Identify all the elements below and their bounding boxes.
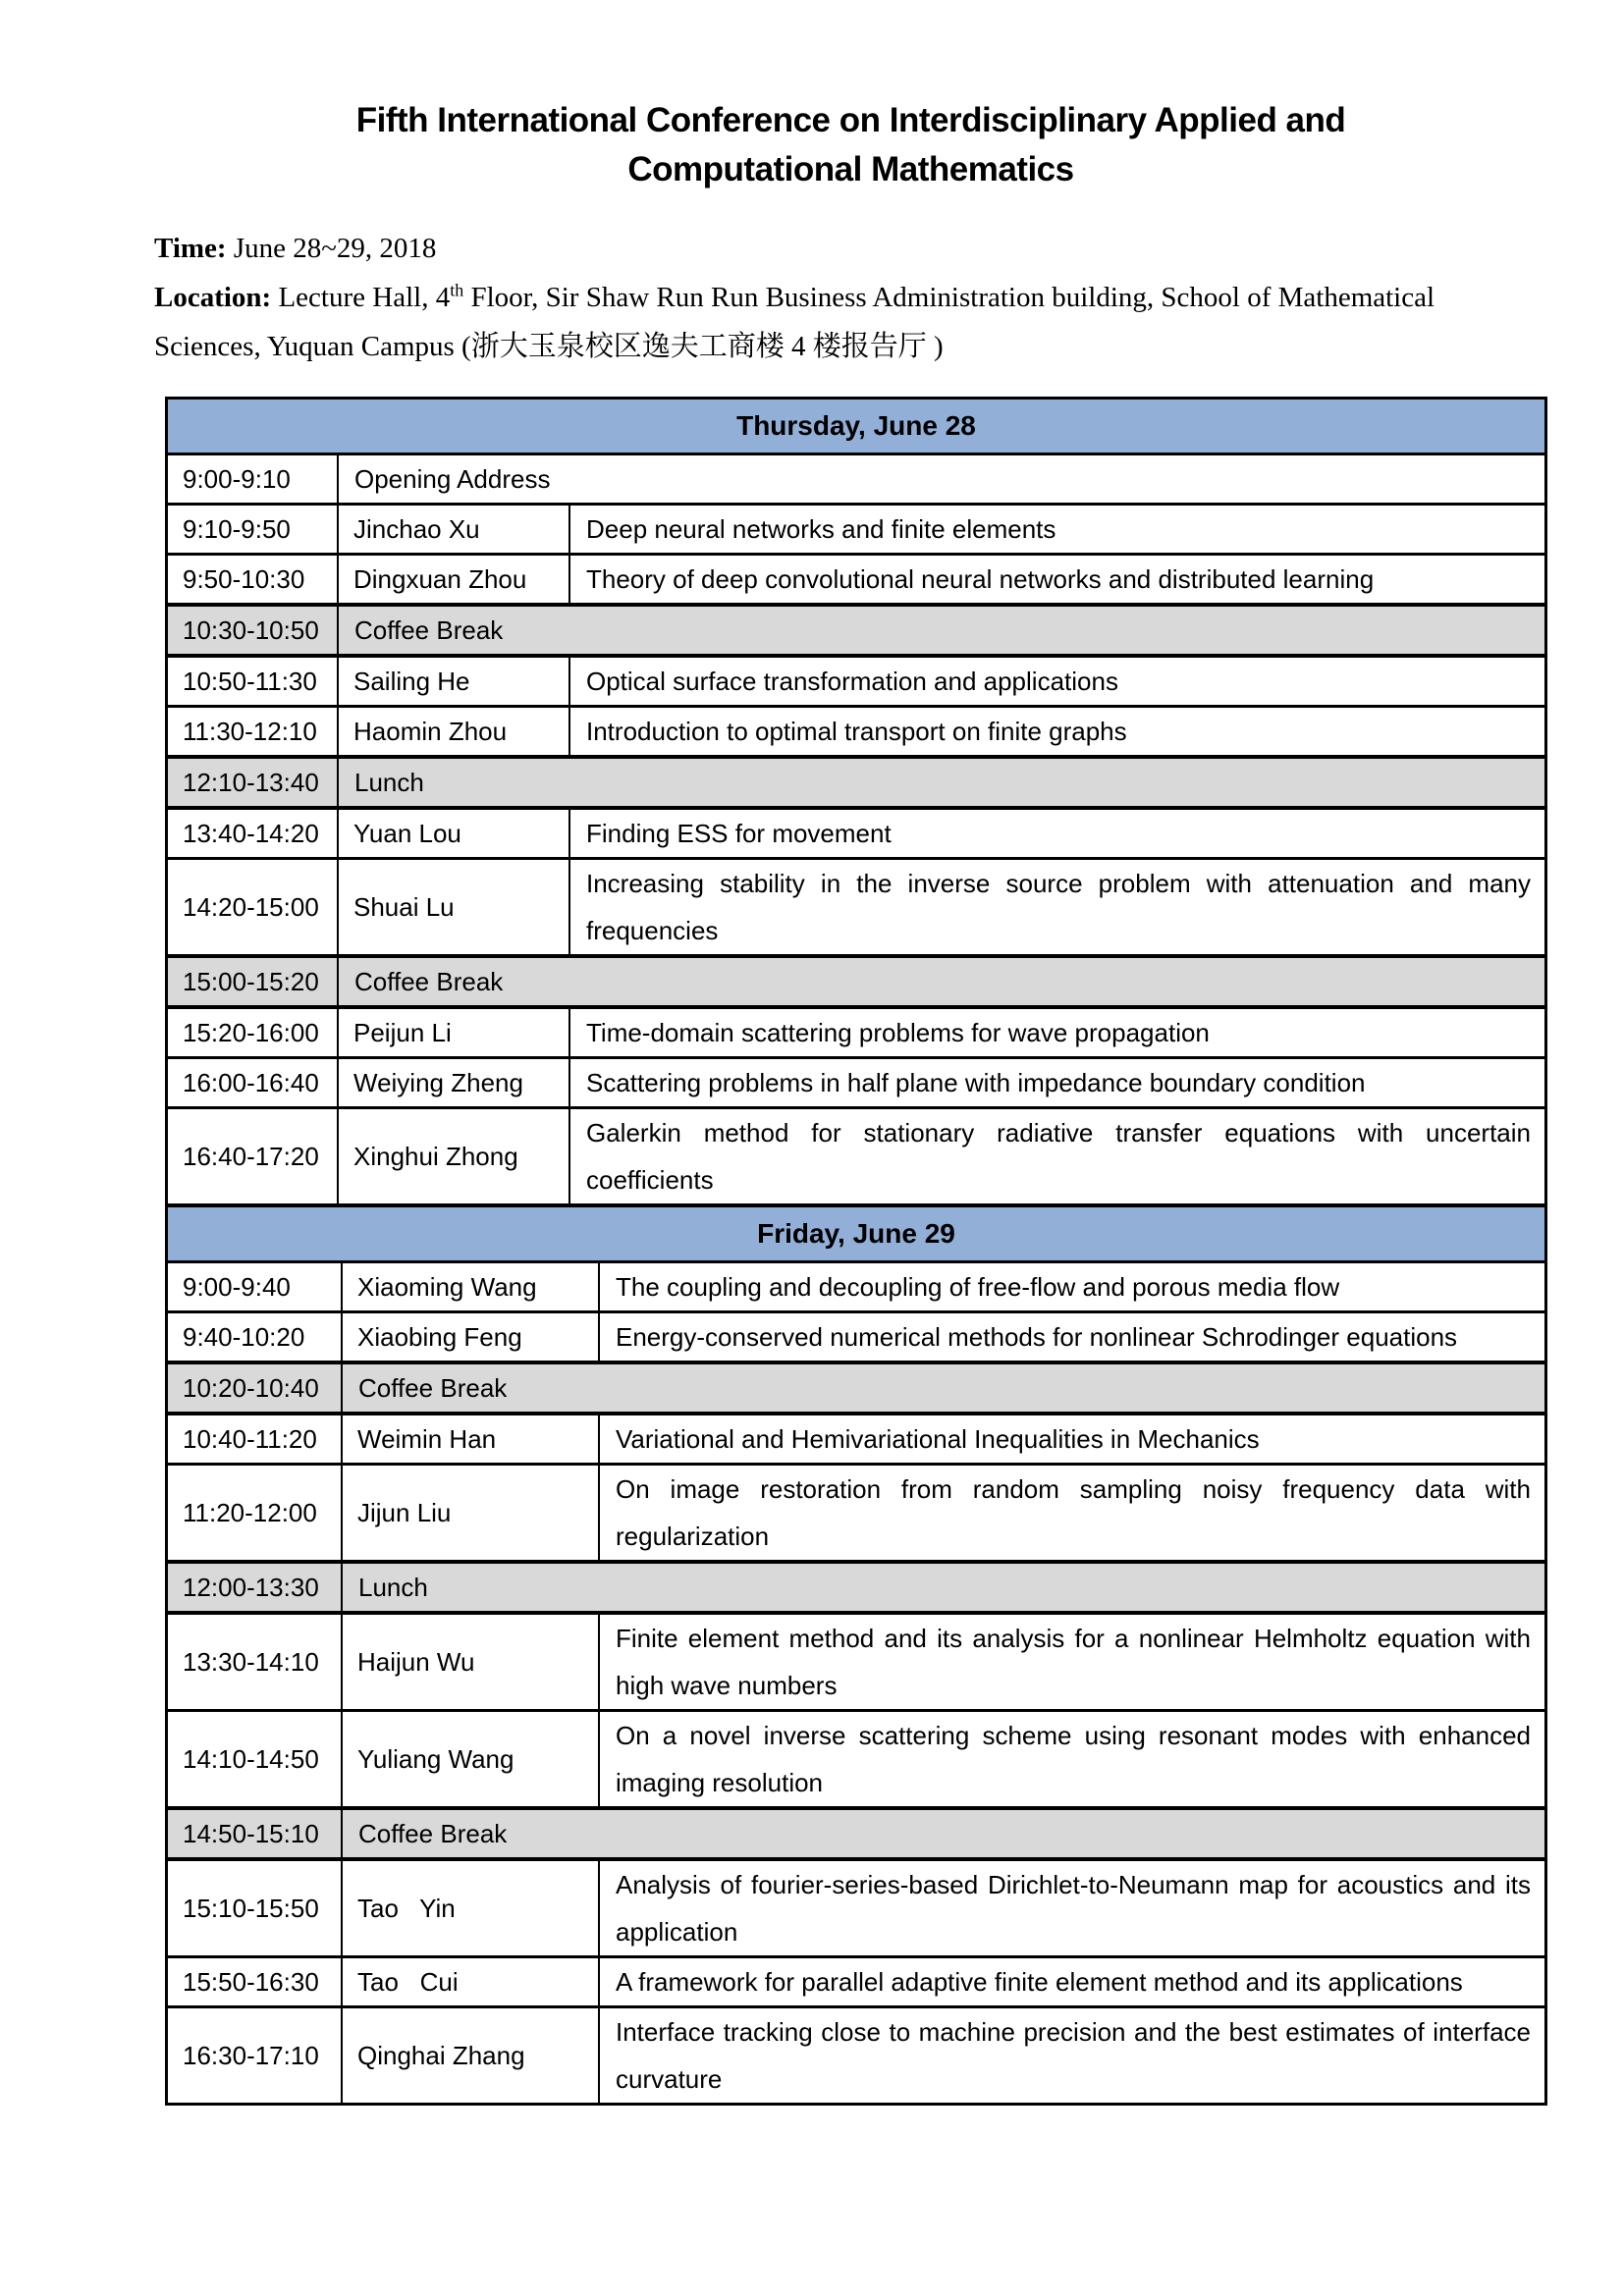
- time-cell: 15:00-15:20: [168, 956, 338, 1007]
- speaker-cell: Haijun Wu: [342, 1613, 599, 1711]
- talk-title-cell: Variational and Hemivariational Inequalities in Mechanics: [599, 1414, 1544, 1465]
- time-line: [154, 224, 1475, 273]
- time-cell: 9:40-10:20: [168, 1312, 342, 1363]
- speaker-cell: Yuan Lou: [338, 808, 569, 859]
- break-row: [168, 1808, 1544, 1859]
- talk-title-cell: Optical surface transformation and applications: [569, 656, 1544, 707]
- talk-title-cell: Analysis of fourier-series-based Dirichlet-to-Neumann map for acoustics and its application: [599, 1859, 1544, 1957]
- time-value: June 28~29, 2018: [233, 233, 437, 264]
- speaker-cell: Jinchao Xu: [338, 505, 569, 555]
- session-row: [168, 656, 1544, 707]
- speaker-cell: Jijun Liu: [342, 1465, 599, 1563]
- schedule-table: [165, 397, 1547, 2106]
- speaker-cell: Weiying Zheng: [338, 1058, 569, 1108]
- talk-title-cell: Energy-conserved numerical methods for nonlinear Schrodinger equations: [599, 1312, 1544, 1363]
- speaker-cell: Tao Cui: [342, 1957, 599, 2007]
- time-cell: 16:40-17:20: [168, 1108, 338, 1204]
- time-cell: 9:00-9:10: [168, 454, 338, 505]
- time-cell: 15:10-15:50: [168, 1859, 342, 1957]
- talk-title-cell: On a novel inverse scattering scheme using resonant modes with enhanced imaging resolution: [599, 1711, 1544, 1809]
- speaker-cell: Xiaoming Wang: [342, 1262, 599, 1312]
- session-row: [168, 555, 1544, 606]
- break-row: [168, 1562, 1544, 1613]
- document-content: [154, 96, 1547, 2106]
- time-cell: 14:50-15:10: [168, 1808, 342, 1859]
- break-label-cell: Lunch: [342, 1562, 1544, 1613]
- speaker-cell: Peijun Li: [338, 1007, 569, 1058]
- time-cell: 10:20-10:40: [168, 1362, 342, 1414]
- location-text-post: Floor, Sir Shaw Run Run Business Administration building, School of Mathematical Sciences, Yuquan Campus (浙大玉泉校区逸夫工商楼 4 楼报告厅 ): [154, 282, 1435, 362]
- time-cell: 14:20-15:00: [168, 859, 338, 957]
- session-row: [168, 1312, 1544, 1363]
- talk-title-cell: Scattering problems in half plane with impedance boundary condition: [569, 1058, 1544, 1108]
- time-cell: 10:40-11:20: [168, 1414, 342, 1465]
- session-row: [168, 1007, 1544, 1058]
- session-row: [168, 1262, 1544, 1312]
- break-row: [168, 757, 1544, 808]
- meta-block: [154, 224, 1475, 371]
- time-cell: 9:00-9:40: [168, 1262, 342, 1312]
- talk-title-cell: Galerkin method for stationary radiative transfer equations with uncertain coefficients: [569, 1108, 1544, 1204]
- break-label-cell: Coffee Break: [338, 956, 1544, 1007]
- ordinal-superscript: th: [450, 280, 464, 300]
- talk-title-cell: Increasing stability in the inverse source problem with attenuation and many frequencies: [569, 859, 1544, 957]
- session-row: [168, 505, 1544, 555]
- location-line: [154, 273, 1475, 371]
- time-cell: 12:10-13:40: [168, 757, 338, 808]
- speaker-cell: Dingxuan Zhou: [338, 555, 569, 606]
- time-cell: 10:30-10:50: [168, 605, 338, 656]
- session-row: [168, 1859, 1544, 1957]
- time-cell: 15:20-16:00: [168, 1007, 338, 1058]
- page-title-line1: Fifth International Conference on Interdisciplinary Applied and: [355, 101, 1346, 139]
- talk-title-cell: Finite element method and its analysis for a nonlinear Helmholtz equation with high wave numbers: [599, 1613, 1544, 1711]
- time-cell: 16:00-16:40: [168, 1058, 338, 1108]
- page-title-line2: Computational Mathematics: [627, 150, 1074, 188]
- session-row: [168, 2007, 1544, 2104]
- break-row: [168, 1362, 1544, 1414]
- break-label-cell: Coffee Break: [338, 605, 1544, 656]
- talk-title-cell: Theory of deep convolutional neural networks and distributed learning: [569, 555, 1544, 606]
- session-row: [168, 1957, 1544, 2007]
- speaker-cell: Qinghai Zhang: [342, 2007, 599, 2104]
- session-row: [168, 1613, 1544, 1711]
- speaker-cell: Xinghui Zhong: [338, 1108, 569, 1204]
- location-label: Location:: [154, 282, 272, 313]
- time-cell: 16:30-17:10: [168, 2007, 342, 2104]
- time-cell: 12:00-13:30: [168, 1562, 342, 1613]
- speaker-cell: Weimin Han: [342, 1414, 599, 1465]
- time-cell: 13:30-14:10: [168, 1613, 342, 1711]
- session-row: [168, 707, 1544, 758]
- speaker-cell: Xiaobing Feng: [342, 1312, 599, 1363]
- time-label: Time:: [154, 233, 227, 264]
- talk-title-cell: Introduction to optimal transport on finite graphs: [569, 707, 1544, 758]
- session-row: [168, 1711, 1544, 1809]
- session-row: [168, 1414, 1544, 1465]
- schedule-table-day-2: [168, 1203, 1544, 2103]
- speaker-cell: Yuliang Wang: [342, 1711, 599, 1809]
- session-row: [168, 1465, 1544, 1563]
- break-row: [168, 605, 1544, 656]
- time-cell: 9:50-10:30: [168, 555, 338, 606]
- time-cell: 11:30-12:10: [168, 707, 338, 758]
- session-row: [168, 1108, 1544, 1204]
- time-cell: 15:50-16:30: [168, 1957, 342, 2007]
- schedule-table-day-1: [168, 400, 1544, 1203]
- talk-title-cell: The coupling and decoupling of free-flow and porous media flow: [599, 1262, 1544, 1312]
- break-row: [168, 956, 1544, 1007]
- day-header-row: [168, 400, 1544, 454]
- talk-title-cell: Deep neural networks and finite elements: [569, 505, 1544, 555]
- speaker-cell: Haomin Zhou: [338, 707, 569, 758]
- session-row: [168, 859, 1544, 957]
- session-row: [168, 808, 1544, 859]
- time-cell: 9:10-9:50: [168, 505, 338, 555]
- time-cell: 14:10-14:50: [168, 1711, 342, 1809]
- day-header-label: Friday, June 29: [168, 1205, 1544, 1262]
- break-label-cell: Coffee Break: [342, 1362, 1544, 1414]
- talk-title-cell: Finding ESS for movement: [569, 808, 1544, 859]
- speaker-cell: Sailing He: [338, 656, 569, 707]
- talk-title-cell: A framework for parallel adaptive finite element method and its applications: [599, 1957, 1544, 2007]
- location-text-pre: Lecture Hall, 4: [278, 282, 451, 313]
- break-label-cell: Coffee Break: [342, 1808, 1544, 1859]
- session-row: [168, 1058, 1544, 1108]
- day-header-row: [168, 1205, 1544, 1262]
- speaker-cell: Shuai Lu: [338, 859, 569, 957]
- time-cell: 13:40-14:20: [168, 808, 338, 859]
- break-label-cell: Lunch: [338, 757, 1544, 808]
- opening-label-cell: Opening Address: [338, 454, 1544, 505]
- speaker-cell: Tao Yin: [342, 1859, 599, 1957]
- time-cell: 10:50-11:30: [168, 656, 338, 707]
- talk-title-cell: On image restoration from random sampling noisy frequency data with regularization: [599, 1465, 1544, 1563]
- time-cell: 11:20-12:00: [168, 1465, 342, 1563]
- talk-title-cell: Interface tracking close to machine precision and the best estimates of interface curvature: [599, 2007, 1544, 2104]
- day-header-label: Thursday, June 28: [168, 400, 1544, 454]
- talk-title-cell: Time-domain scattering problems for wave propagation: [569, 1007, 1544, 1058]
- opening-row: [168, 454, 1544, 505]
- page-title: [154, 96, 1547, 194]
